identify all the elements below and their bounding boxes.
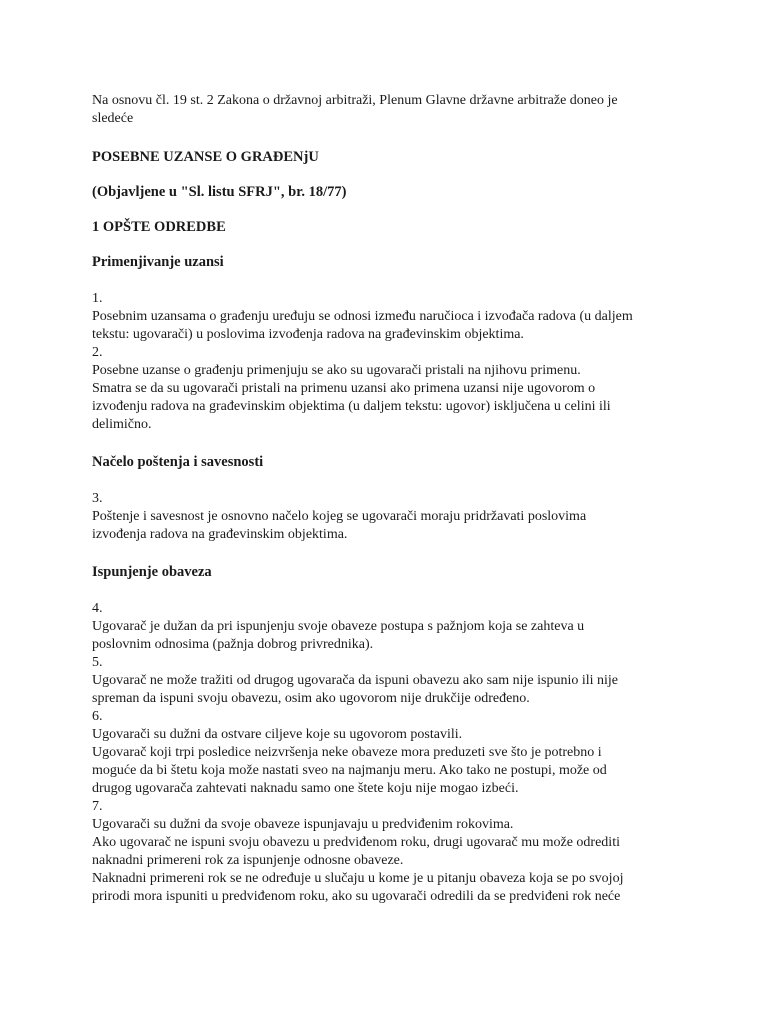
text-line: Ako ugovarač ne ispuni svoju obavezu u predviđenom roku, drugi ugovarač mu može odrediti (92, 835, 620, 850)
text-line: izvođenja radova na građevinskim objektima. (92, 527, 348, 542)
text-line: Poštenje i savesnost je osnovno načelo kojeg se ugovarači moraju pridržavati poslovima (92, 509, 587, 524)
text-line: izvođenju radova na građevinskim objektima (u daljem tekstu: ugovor) isključena u celini ili (92, 399, 611, 414)
text-line: spreman da ispuni svoju obavezu, osim ako ugovorom nije drukčije određeno. (92, 691, 530, 706)
text-line: Posebne uzanse o građenju primenjuju se ako su ugovarači pristali na njihovu primenu. (92, 363, 581, 378)
article-number: 1. (92, 291, 103, 306)
article-number: 7. (92, 799, 103, 814)
text-line: delimično. (92, 417, 152, 432)
text-line: Na osnovu čl. 19 st. 2 Zakona o državnoj arbitraži, Plenum Glavne državne arbitraže doneo je (92, 93, 618, 108)
intro-paragraph (92, 92, 692, 128)
text-line: moguće da bi štetu koja može nastati sveo na najmanju meru. Ako tako ne postupi, može od (92, 763, 607, 778)
text-line: Smatra se da su ugovarači pristali na primenu uzansi ako primena uzansi nije ugovorom o (92, 381, 596, 396)
publication-note: (Objavljene u "Sl. listu SFRJ", br. 18/77) (92, 184, 347, 200)
text-line: poslovnim odnosima (pažnja dobrog privrednika). (92, 637, 374, 652)
document-page (92, 92, 692, 906)
text-line: Ugovarači su dužni da svoje obaveze ispunjavaju u predviđenim rokovima. (92, 817, 514, 832)
article-number: 4. (92, 601, 103, 616)
subsection-heading: Ispunjenje obaveza (92, 564, 212, 580)
subsection-heading: Primenjivanje uzansi (92, 254, 224, 270)
text-line: prirodi mora ispuniti u predviđenom roku, ako su ugovarači odredili da se predviđeni rok neće (92, 889, 621, 904)
text-line: Ugovarači su dužni da ostvare ciljeve koje su ugovorom postavili. (92, 727, 463, 742)
text-line: tekstu: ugovarači) u poslovima izvođenja radova na građevinskim objektima. (92, 327, 524, 342)
text-line: sledeće (92, 111, 134, 126)
text-line: Naknadni primereni rok se ne određuje u slučaju u kome je u pitanju obaveza koja se po svojoj (92, 871, 624, 886)
article-block (92, 600, 692, 906)
text-line: Ugovarač je dužan da pri ispunjenju svoje obaveze postupa s pažnjom koja se zahteva u (92, 619, 585, 634)
text-line: Ugovarač ne može tražiti od drugog ugovarača da ispuni obavezu ako sam nije ispunio ili nije (92, 673, 619, 688)
section-heading: 1 OPŠTE ODREDBE (92, 219, 226, 235)
article-number: 3. (92, 491, 103, 506)
article-block (92, 490, 692, 544)
text-line: drugog ugovarača zahtevati naknadu samo one štete koju nije mogao izbeći. (92, 781, 519, 796)
article-number: 2. (92, 345, 103, 360)
subsection-heading: Načelo poštenja i savesnosti (92, 454, 264, 470)
text-line: Ugovarač koji trpi posledice neizvršenja neke obaveze mora preduzeti sve što je potrebno i (92, 745, 602, 760)
text-line: naknadni primereni rok za ispunjenje odnosne obaveze. (92, 853, 404, 868)
document-title: POSEBNE UZANSE O GRAĐENjU (92, 149, 319, 165)
article-block (92, 290, 692, 434)
article-number: 5. (92, 655, 103, 670)
text-line: Posebnim uzansama o građenju uređuju se odnosi između naručioca i izvođača radova (u daljem (92, 309, 633, 324)
article-number: 6. (92, 709, 103, 724)
